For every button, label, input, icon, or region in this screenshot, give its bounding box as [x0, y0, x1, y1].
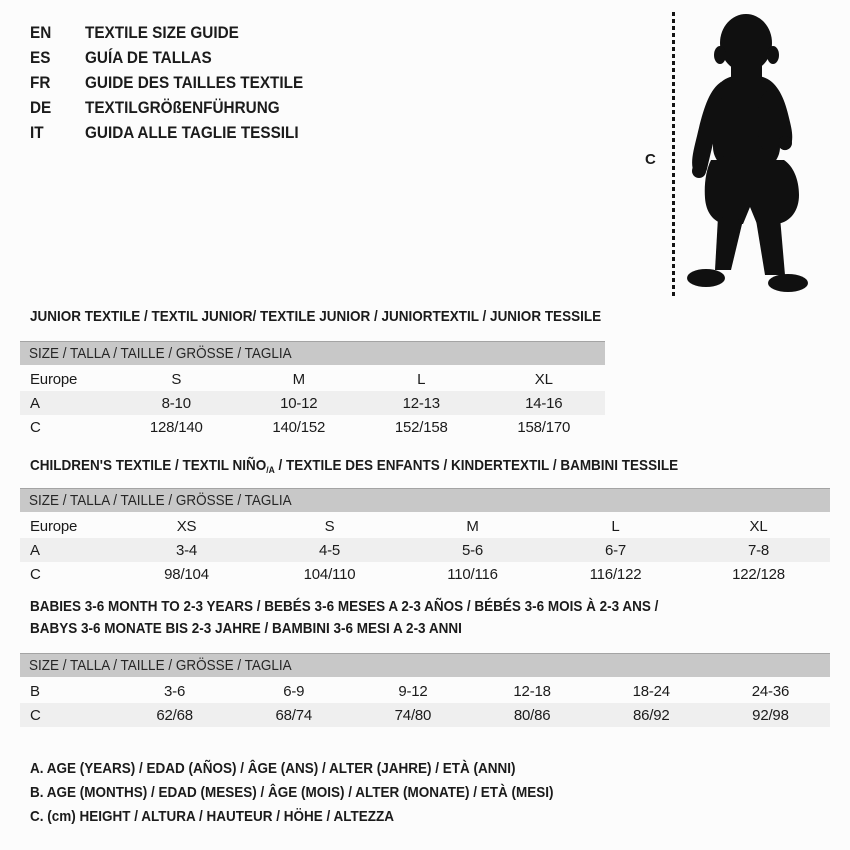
language-row-es — [30, 45, 327, 70]
junior-size-table — [20, 341, 605, 439]
guide-title-de: TEXTILGRÖßENFÜHRUNG — [85, 97, 280, 117]
age-value: 12-18 — [513, 682, 551, 700]
age-value: 4-5 — [318, 541, 341, 559]
babies-section-title — [30, 596, 728, 640]
table-row-age-months — [20, 679, 830, 703]
table-row-age-years — [20, 391, 605, 415]
height-value: 68/74 — [275, 706, 313, 724]
age-value: 7-8 — [747, 541, 770, 559]
guide-title-fr: GUIDE DES TAILLES TEXTILE — [85, 72, 304, 92]
children-size-table — [20, 488, 830, 586]
size-value: S — [324, 517, 335, 535]
children-title-subscript: /A — [266, 465, 275, 476]
language-row-en — [30, 20, 327, 45]
size-value: XL — [534, 370, 553, 388]
language-code: EN — [30, 22, 52, 42]
size-header-label: SIZE / TALLA / TAILLE / GRÖSSE / TAGLIA — [29, 345, 292, 362]
height-value: 98/104 — [164, 565, 209, 583]
height-value: 152/158 — [394, 418, 448, 436]
language-code: IT — [30, 122, 44, 142]
size-value: XS — [176, 517, 197, 535]
children-table-body — [20, 514, 830, 586]
junior-section-title — [30, 306, 665, 328]
height-measure-label: C — [645, 151, 656, 168]
legend-line-b — [30, 780, 612, 804]
size-header-label: SIZE / TALLA / TAILLE / GRÖSSE / TAGLIA — [29, 657, 292, 674]
language-row-de — [30, 95, 327, 120]
size-value: S — [171, 370, 182, 388]
language-row-fr — [30, 70, 327, 95]
row-label: C — [30, 418, 41, 436]
age-value: 9-12 — [398, 682, 428, 700]
age-value: 5-6 — [461, 541, 484, 559]
legend-line-c — [30, 804, 612, 828]
age-value: 8-10 — [161, 394, 191, 412]
size-value: M — [292, 370, 305, 388]
row-label: C — [30, 565, 41, 583]
size-value: L — [611, 517, 620, 535]
height-value: 104/110 — [303, 565, 356, 583]
children-title-prefix: CHILDREN'S TEXTILE / TEXTIL NIÑO — [30, 457, 267, 474]
age-value: 14-16 — [525, 394, 563, 412]
table-row-europe — [20, 514, 830, 538]
height-value: 92/98 — [752, 706, 789, 724]
row-label: A — [30, 541, 40, 559]
age-value: 3-4 — [175, 541, 198, 559]
row-label: B — [30, 682, 40, 700]
junior-section-title-text: JUNIOR TEXTILE / TEXTIL JUNIOR/ TEXTILE JUNIOR / JUNIORTEXTIL / JUNIOR TESSILE — [30, 308, 602, 325]
baby-silhouette-icon — [685, 12, 815, 299]
size-value: M — [466, 517, 479, 535]
guide-title-en: TEXTILE SIZE GUIDE — [85, 22, 239, 42]
table-row-europe — [20, 367, 605, 391]
age-value: 18-24 — [632, 682, 670, 700]
height-value: 116/122 — [589, 565, 642, 583]
size-header-label: SIZE / TALLA / TAILLE / GRÖSSE / TAGLIA — [29, 492, 292, 509]
age-value: 10-12 — [280, 394, 318, 412]
height-value: 140/152 — [272, 418, 326, 436]
legend-text-b: B. AGE (MONTHS) / EDAD (MESES) / ÂGE (MOIS) / ALTER (MONATE) / ETÀ (MESI) — [30, 783, 554, 801]
height-value: 110/116 — [447, 565, 498, 583]
children-title-suffix: / TEXTILE DES ENFANTS / KINDERTEXTIL / BAMBINI TESSILE — [274, 457, 679, 474]
height-measure-dotted-line — [672, 12, 675, 298]
legend-line-a — [30, 756, 612, 780]
height-value: 158/170 — [517, 418, 571, 436]
size-value: L — [417, 370, 426, 388]
children-section-title-text — [30, 455, 678, 482]
children-section-title — [30, 455, 750, 482]
size-header-bar — [20, 341, 605, 365]
row-label: C — [30, 706, 41, 724]
row-label: Europe — [30, 370, 78, 388]
legend-text-c: C. (cm) HEIGHT / ALTURA / HAUTEUR / HÖHE / ALTEZZA — [30, 807, 394, 825]
babies-table-body — [20, 679, 830, 727]
age-value: 6-7 — [604, 541, 627, 559]
language-code: DE — [30, 97, 52, 117]
row-label: A — [30, 394, 40, 412]
guide-title-es: GUÍA DE TALLAS — [85, 47, 212, 67]
height-value: 80/86 — [513, 706, 551, 724]
height-value: 128/140 — [149, 418, 203, 436]
babies-title-line1: BABIES 3-6 MONTH TO 2-3 YEARS / BEBÉS 3-6 MESES A 2-3 AÑOS / BÉBÉS 3-6 MOIS À 2-3 ANS / — [30, 598, 659, 615]
row-label: Europe — [30, 517, 78, 535]
language-code: FR — [30, 72, 51, 92]
guide-title-it: GUIDA ALLE TAGLIE TESSILI — [85, 122, 299, 142]
size-value: XL — [749, 517, 768, 535]
age-value: 12-13 — [402, 394, 440, 412]
language-title-list — [30, 20, 327, 145]
language-code: ES — [30, 47, 51, 67]
legend-text-a: A. AGE (YEARS) / EDAD (AÑOS) / ÂGE (ANS) / ALTER (JAHRE) / ETÀ (ANNI) — [30, 759, 516, 777]
age-value: 3-6 — [164, 682, 186, 700]
age-value: 24-36 — [751, 682, 790, 700]
babies-title-line2: BABYS 3-6 MONATE BIS 2-3 JAHRE / BAMBINI 3-6 MESI A 2-3 ANNI — [30, 620, 462, 637]
measurement-legend — [30, 756, 612, 828]
size-header-bar — [20, 653, 830, 677]
table-row-age-years — [20, 538, 830, 562]
size-header-bar — [20, 488, 830, 512]
table-row-height-cm — [20, 415, 605, 439]
height-value: 74/80 — [394, 706, 432, 724]
table-row-height-cm — [20, 703, 830, 727]
babies-size-table — [20, 653, 830, 727]
junior-table-body — [20, 367, 605, 439]
height-value: 122/128 — [732, 565, 785, 583]
age-value: 6-9 — [283, 682, 305, 700]
table-row-height-cm — [20, 562, 830, 586]
language-row-it — [30, 120, 327, 145]
height-value: 62/68 — [156, 706, 193, 724]
height-value: 86/92 — [633, 706, 670, 724]
